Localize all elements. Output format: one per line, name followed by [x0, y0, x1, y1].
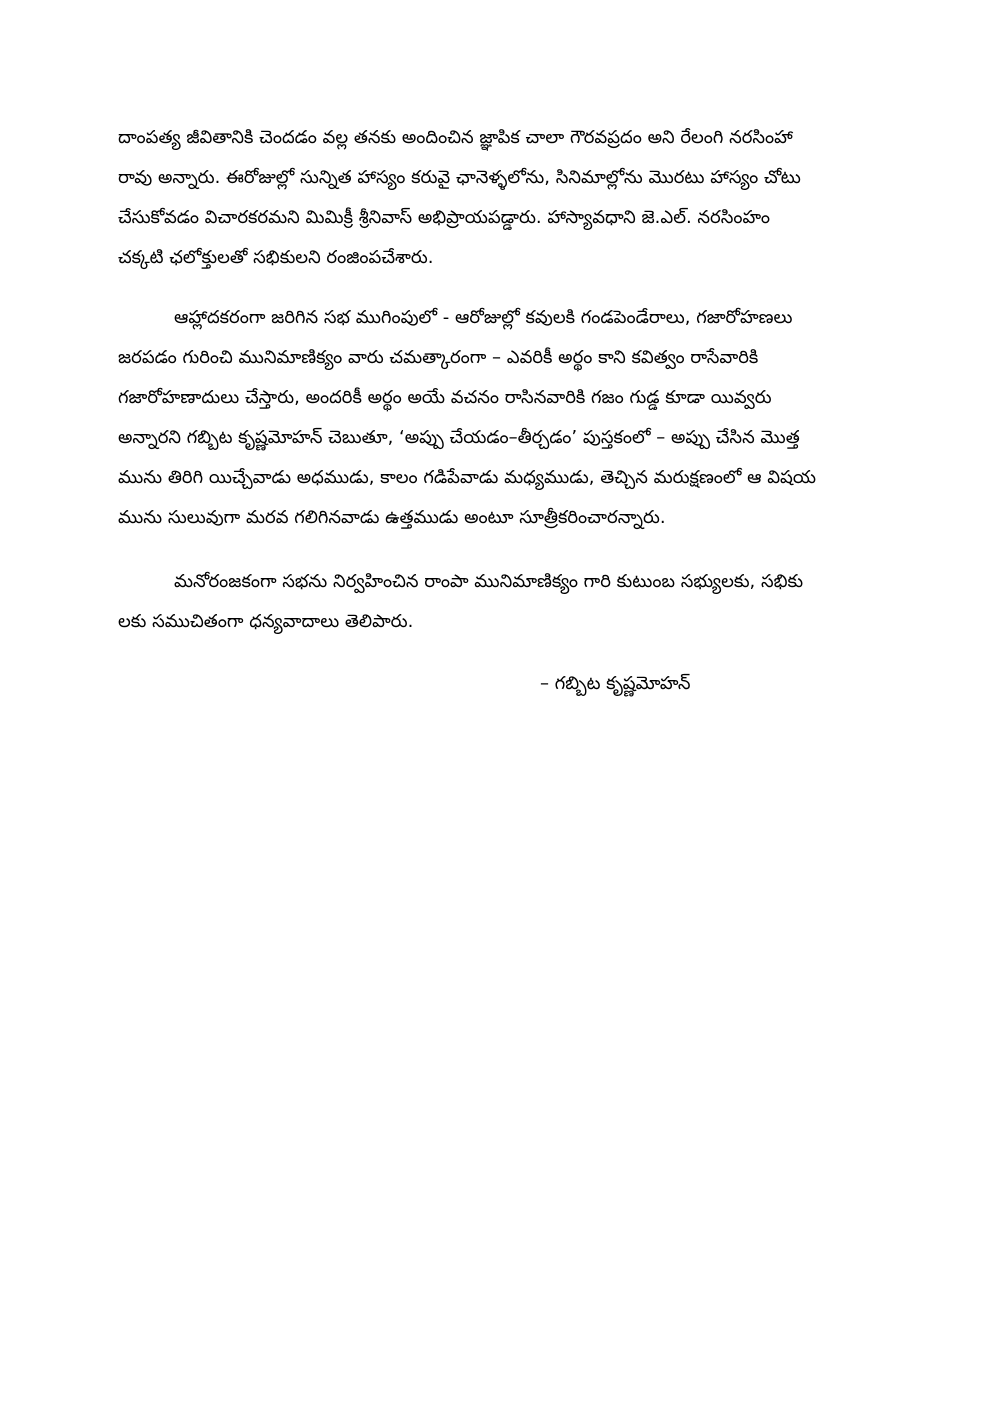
paragraph-line: జరపడం గురించి మునిమాణిక్యం వారు చమత్కారంగా – ఎవరికీ అర్థం కాని కవిత్వం రాసేవారికి — [118, 347, 759, 368]
paragraph-line: మును సులువుగా మరవ గలిగినవాడు ఉత్తముడు అంటూ సూత్రీకరించారన్నారు. — [118, 507, 666, 528]
paragraph-2 — [118, 298, 878, 538]
paragraph-3 — [118, 562, 878, 642]
paragraph-line: మనోరంజకంగా సభను నిర్వహించిన రాంపా మునిమాణిక్యం గారి కుటుంబ సభ్యులకు, సభికు — [174, 571, 804, 592]
paragraph-line: అన్నారని గబ్బిట కృష్ణమోహన్ చెబుతూ, ‘అప్పు చేయడం–తీర్చడం’ పుస్తకంలో – అప్పు చేసిన మొత్త — [118, 427, 800, 448]
author-signature: – గబ్బిట కృష్ణమోహన్ — [540, 673, 691, 694]
paragraph-line: రావు అన్నారు. ఈరోజుల్లో సున్నిత హాస్యం కరువై ఛానెళ్ళలోను, సినిమాల్లోను మొరటు హాస్యం చోటు — [118, 167, 801, 188]
paragraph-line: లకు సముచితంగా ధన్యవాదాలు తెలిపారు. — [118, 611, 414, 632]
paragraph-line: చేసుకోవడం విచారకరమని మిమిక్రీ శ్రీనివాస్ అభిప్రాయపడ్డారు. హాస్యావధాని జె.ఎల్. నరసింహం — [118, 207, 771, 228]
paragraph-line: దాంపత్య జీవితానికి చెందడం వల్ల తనకు అందించిన జ్ఞాపిక చాలా గౌరవప్రదం అని రేలంగి నరసింహా — [118, 127, 793, 148]
paragraph-line: చక్కటి ఛలోక్తులతో సభికులని రంజింపచేశారు. — [118, 247, 434, 268]
paragraph-line: గజారోహణాదులు చేస్తారు, అందరికీ అర్థం అయే వచనం రాసినవారికి గజం గుడ్డ కూడా యివ్వరు — [118, 387, 772, 408]
paragraph-line: మును తిరిగి యిచ్చేవాడు అధముడు, కాలం గడిపేవాడు మధ్యముడు, తెచ్చిన మరుక్షణంలో ఆ విషయ — [118, 467, 817, 488]
paragraph-line: ఆహ్లాదకరంగా జరిగిన సభ ముగింపులో - ఆరోజుల్లో కవులకి గండపెండేరాలు, గజారోహణలు — [174, 307, 793, 328]
paragraph-1 — [118, 118, 878, 278]
